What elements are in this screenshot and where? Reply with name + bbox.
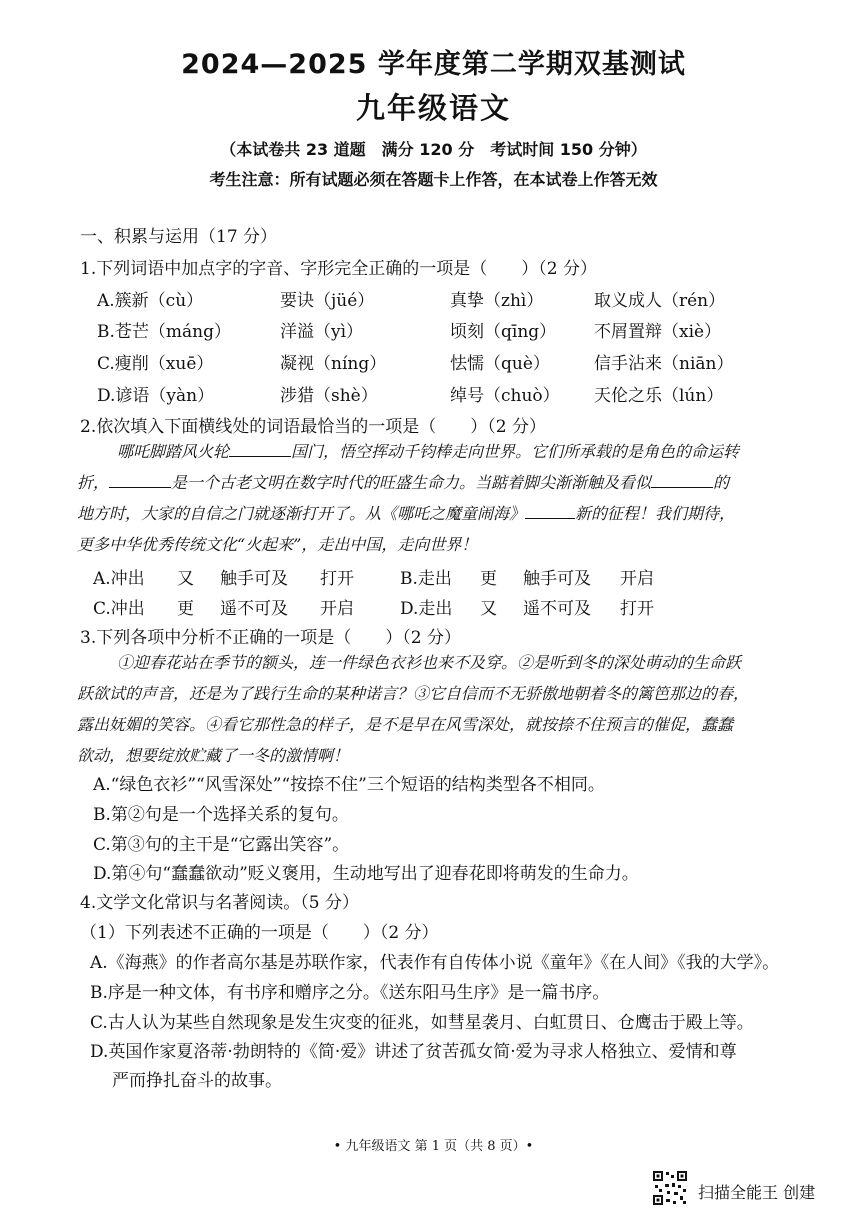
q2-text: 折，	[77, 473, 110, 492]
q1-option-b2: 洋溢（yì）	[280, 322, 364, 342]
q3-option-c: C.第③句的主干是“它露出笑容”。	[93, 835, 350, 855]
q2-option-b1: B.走出	[400, 569, 452, 589]
scanner-brand: 扫描全能王 创建	[698, 1183, 816, 1202]
q2-text: 地方时，大家的自信之门就逐渐打开了。从《哪吒之魔童闹海》	[77, 504, 526, 523]
q2-text: 国门，悟空挥动千钧棒走向世界。它们所承载的是角色的命运转	[291, 442, 740, 461]
q3-option-d: D.第④句“蠢蠢欲动”贬义褒用，生动地写出了迎春花即将萌发的生命力。	[93, 864, 639, 884]
answer-blank	[109, 473, 171, 488]
q1-option-d2: 涉猎（shè）	[280, 386, 378, 406]
q2-text: 新的征程！我们期待，	[575, 504, 736, 523]
question-2-passage	[77, 436, 807, 560]
question-4-sub1: （1）下列表述不正确的一项是（ ）（2 分）	[80, 923, 439, 943]
q1-option-a1: A.簇新（cù）	[97, 291, 204, 311]
q1-option-b3: 顷刻（qīng）	[450, 322, 557, 342]
q3-para-line: 露出妩媚的笑容。④看它那性急的样子，是不是早在风雪深处，就按捺不住预言的催促，蠢蠢	[77, 715, 734, 734]
exam-notice: 考生注意：所有试题必须在答题卡上作答，在本试卷上作答无效	[209, 170, 658, 189]
section-title: 一、积累与运用（17 分）	[80, 227, 278, 247]
question-3-stem: 3.下列各项中分析不正确的一项是（ ）（2 分）	[80, 628, 461, 648]
q2-option-d1: D.走出	[400, 599, 453, 619]
q1-option-c2: 凝视（níng）	[280, 354, 387, 374]
q3-para-line: 跃欲试的声音，还是为了践行生命的某种诺言？③它自信而不无骄傲地朝着冬的篱笆那边的春，	[77, 684, 750, 703]
q2-option-b3: 触手可及	[523, 569, 591, 589]
q3-option-b: B.第②句是一个选择关系的复句。	[93, 805, 349, 825]
q3-option-a: A.“绿色衣衫”“风雪深处”“按捺不住”三个短语的结构类型各不相同。	[93, 775, 605, 795]
exam-info: （本试卷共 23 道题 满分 120 分 考试时间 150 分钟）	[220, 140, 647, 159]
q1-option-d4: 天伦之乐（lún）	[594, 386, 724, 406]
q3-para-line: 欲动，想要绽放贮藏了一冬的激情啊！	[77, 746, 350, 765]
q4-option-c: C.古人认为某些自然现象是发生灾变的征兆，如彗星袭月、白虹贯日、仓鹰击于殿上等。	[90, 1013, 754, 1033]
exam-title: 2024—2025 学年度第二学期双基测试	[181, 49, 686, 80]
answer-blank	[525, 504, 575, 519]
q3-para-line: ①迎春花站在季节的额头，连一件绿色衣衫也来不及穿。②是听到冬的深处萌动的生命跃	[117, 653, 742, 672]
q2-option-c3: 遥不可及	[220, 599, 288, 619]
page-footer: • 九年级语文 第 1 页（共 8 页）•	[333, 1139, 534, 1154]
q2-option-b2: 更	[480, 569, 497, 589]
question-4-stem: 4.文学文化常识与名著阅读。（5 分）	[80, 893, 359, 913]
question-3-passage	[77, 647, 807, 771]
q2-text: 的	[713, 473, 730, 492]
q2-option-a2: 又	[177, 569, 194, 589]
q2-text: 哪吒脚踏风火轮	[117, 442, 230, 461]
q1-option-b1: B.苍芒（máng）	[97, 322, 231, 342]
q2-text: 更多中华优秀传统文化“火起来”，走出中国，走向世界！	[77, 535, 478, 554]
q2-option-c2: 更	[177, 599, 194, 619]
q4-option-b: B.序是一种文体，有书序和赠序之分。《送东阳马生序》是一篇书序。	[90, 983, 610, 1003]
question-2-stem: 2.依次填入下面横线处的词语最恰当的一项是（ ）（2 分）	[80, 417, 546, 437]
q1-option-d1: D.谚语（yàn）	[97, 386, 215, 406]
q2-option-d4: 打开	[620, 599, 654, 619]
q1-option-a2: 要诀（jüé）	[280, 291, 375, 311]
q1-option-d3: 绰号（chuò）	[450, 386, 560, 406]
q2-text: 是一个古老文明在数字时代的旺盛生命力。当踮着脚尖渐渐触及看似	[171, 473, 652, 492]
q2-option-d2: 又	[480, 599, 497, 619]
q1-option-a3: 真挚（zhì）	[450, 291, 544, 311]
q2-option-c1: C.冲出	[93, 599, 145, 619]
q2-option-a1: A.冲出	[93, 569, 145, 589]
q2-option-a3: 触手可及	[220, 569, 288, 589]
q1-option-c3: 怯懦（què）	[450, 354, 550, 374]
q1-option-a4: 取义成人（rén）	[594, 291, 726, 311]
q1-option-c4: 信手沾来（niān）	[594, 354, 734, 374]
q2-option-d3: 遥不可及	[523, 599, 591, 619]
q4-option-d: D.英国作家夏洛蒂·勃朗特的《简·爱》讲述了贫苦孤女简·爱为寻求人格独立、爱情和尊	[90, 1042, 737, 1062]
exam-subtitle: 九年级语文	[355, 91, 511, 125]
answer-blank	[229, 442, 291, 457]
answer-blank	[651, 473, 713, 488]
question-1-stem: 1.下列词语中加点字的字音、字形完全正确的一项是（ ）（2 分）	[80, 259, 597, 279]
q2-option-a4: 打开	[320, 569, 354, 589]
q2-option-b4: 开启	[620, 569, 654, 589]
q4-option-a: A.《海燕》的作者高尔基是苏联作家，代表作有自传体小说《童年》《在人间》《我的大学》。	[90, 953, 780, 973]
q4-option-d-cont: 严而挣扎奋斗的故事。	[112, 1071, 282, 1091]
qr-code-icon	[652, 1170, 688, 1206]
q2-option-c4: 开启	[320, 599, 354, 619]
q1-option-c1: C.瘦削（xuē）	[97, 354, 214, 374]
q1-option-b4: 不屑置辩（xiè）	[594, 322, 722, 342]
